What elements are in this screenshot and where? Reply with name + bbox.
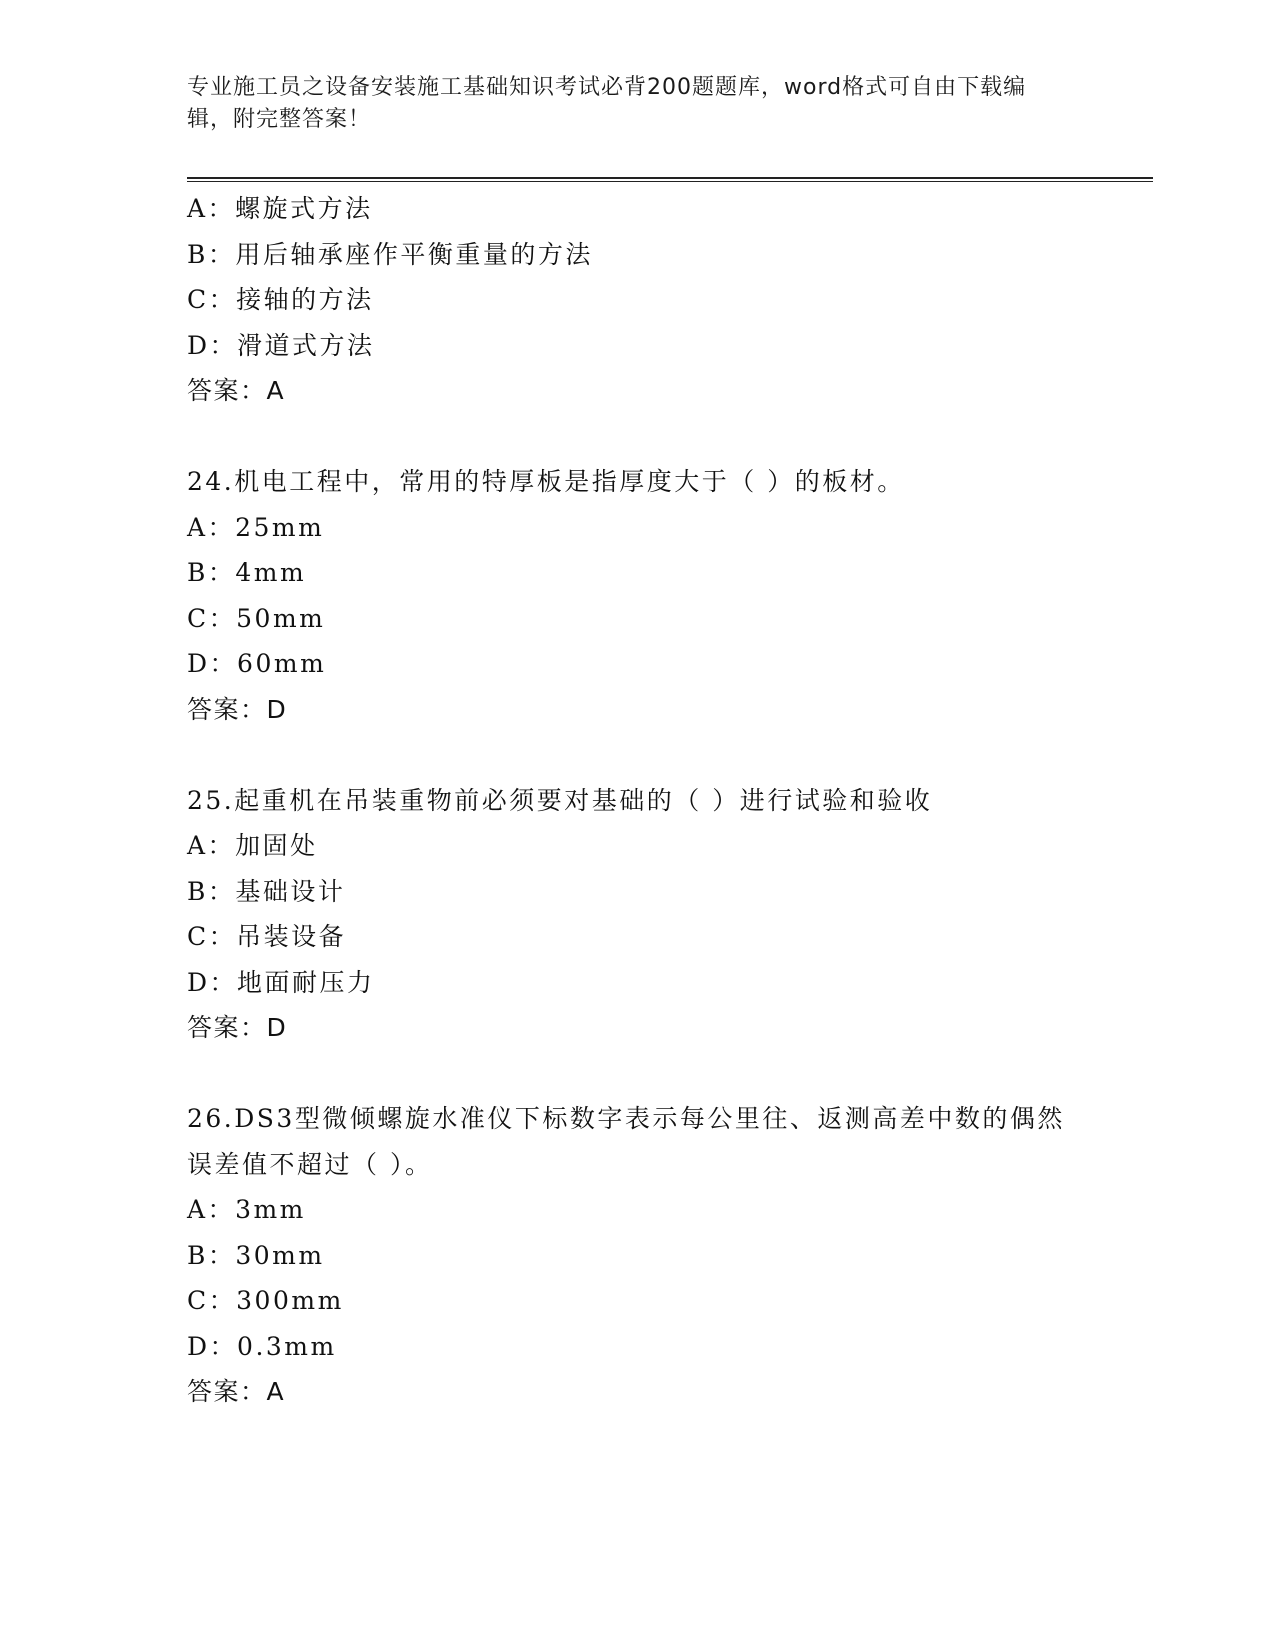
question-block-24 [187, 459, 1147, 732]
option-a [187, 1187, 1147, 1233]
option-key: B： [187, 239, 236, 269]
answer-line [187, 1005, 1147, 1051]
option-key: D： [187, 649, 238, 678]
option-a [187, 823, 1147, 869]
option-key: A： [187, 194, 236, 223]
option-text: 吊装设备 [236, 922, 347, 951]
header-divider [187, 177, 1153, 182]
question-list [187, 186, 1147, 1415]
option-key: D： [187, 330, 238, 360]
answer-value: D [266, 694, 288, 724]
question-block-23 [187, 186, 1147, 414]
option-key: B： [187, 876, 236, 906]
option-key: C： [187, 603, 237, 633]
option-text: 60mm [237, 649, 327, 678]
answer-label: 答案： [187, 1377, 267, 1406]
option-key: C： [187, 1286, 237, 1315]
option-key: D： [187, 1331, 238, 1361]
option-text: 螺旋式方法 [235, 194, 373, 223]
option-d [187, 960, 1147, 1006]
spacer [187, 414, 1147, 460]
option-text: 300mm [236, 1286, 344, 1315]
option-text: 0.3mm [237, 1331, 337, 1361]
option-key: B： [187, 558, 236, 587]
option-text: 用后轴承座作平衡重量的方法 [235, 239, 593, 269]
answer-value: A [266, 376, 286, 405]
question-block-26 [187, 1096, 1147, 1415]
option-a [187, 505, 1147, 551]
option-c [187, 1278, 1147, 1324]
document-header: 专业施工员之设备安装施工基础知识考试必背200题题库，word格式可自由下载编辑，附完整答案！ [187, 75, 1027, 132]
option-c [187, 596, 1147, 642]
option-b [187, 869, 1147, 915]
option-b [187, 550, 1147, 596]
option-b [187, 1233, 1147, 1279]
option-key: C： [187, 922, 237, 951]
option-d [187, 1324, 1147, 1370]
question-title: 25.起重机在吊装重物前必须要对基础的（ ）进行试验和验收 [187, 785, 933, 815]
answer-line [187, 368, 1147, 414]
spacer [187, 732, 1147, 778]
answer-value: A [266, 1377, 286, 1406]
option-text: 滑道式方法 [237, 330, 375, 360]
question-title: 26.DS3型微倾螺旋水准仪下标数字表示每公里往、返测高差中数的偶然误差值不超过（ ）。 [187, 1104, 1065, 1179]
option-text: 25mm [235, 512, 325, 542]
answer-line [187, 1369, 1147, 1415]
option-text: 基础设计 [235, 876, 346, 906]
spacer [187, 1051, 1147, 1097]
option-key: A： [187, 831, 236, 860]
option-key: C： [187, 285, 237, 314]
option-d [187, 323, 1147, 369]
option-text: 50mm [236, 603, 326, 633]
answer-label: 答案： [187, 376, 267, 405]
question-block-25 [187, 778, 1147, 1051]
question-title: 24.机电工程中，常用的特厚板是指厚度大于（ ）的板材。 [187, 467, 905, 496]
option-d [187, 641, 1147, 687]
option-c [187, 914, 1147, 960]
answer-value: D [266, 1013, 288, 1042]
answer-label: 答案： [187, 694, 267, 724]
option-text: 30mm [235, 1240, 325, 1270]
option-b [187, 232, 1147, 278]
answer-line [187, 687, 1147, 733]
option-text: 加固处 [235, 831, 318, 860]
option-text: 地面耐压力 [237, 967, 375, 997]
option-text: 接轴的方法 [236, 285, 374, 314]
option-key: A： [187, 512, 236, 542]
option-a [187, 186, 1147, 232]
option-key: A： [187, 1195, 236, 1224]
option-text: 4mm [235, 558, 307, 587]
option-key: B： [187, 1240, 236, 1270]
option-c [187, 277, 1147, 323]
option-key: D： [187, 967, 238, 997]
option-text: 3mm [235, 1195, 306, 1224]
answer-label: 答案： [187, 1013, 267, 1042]
